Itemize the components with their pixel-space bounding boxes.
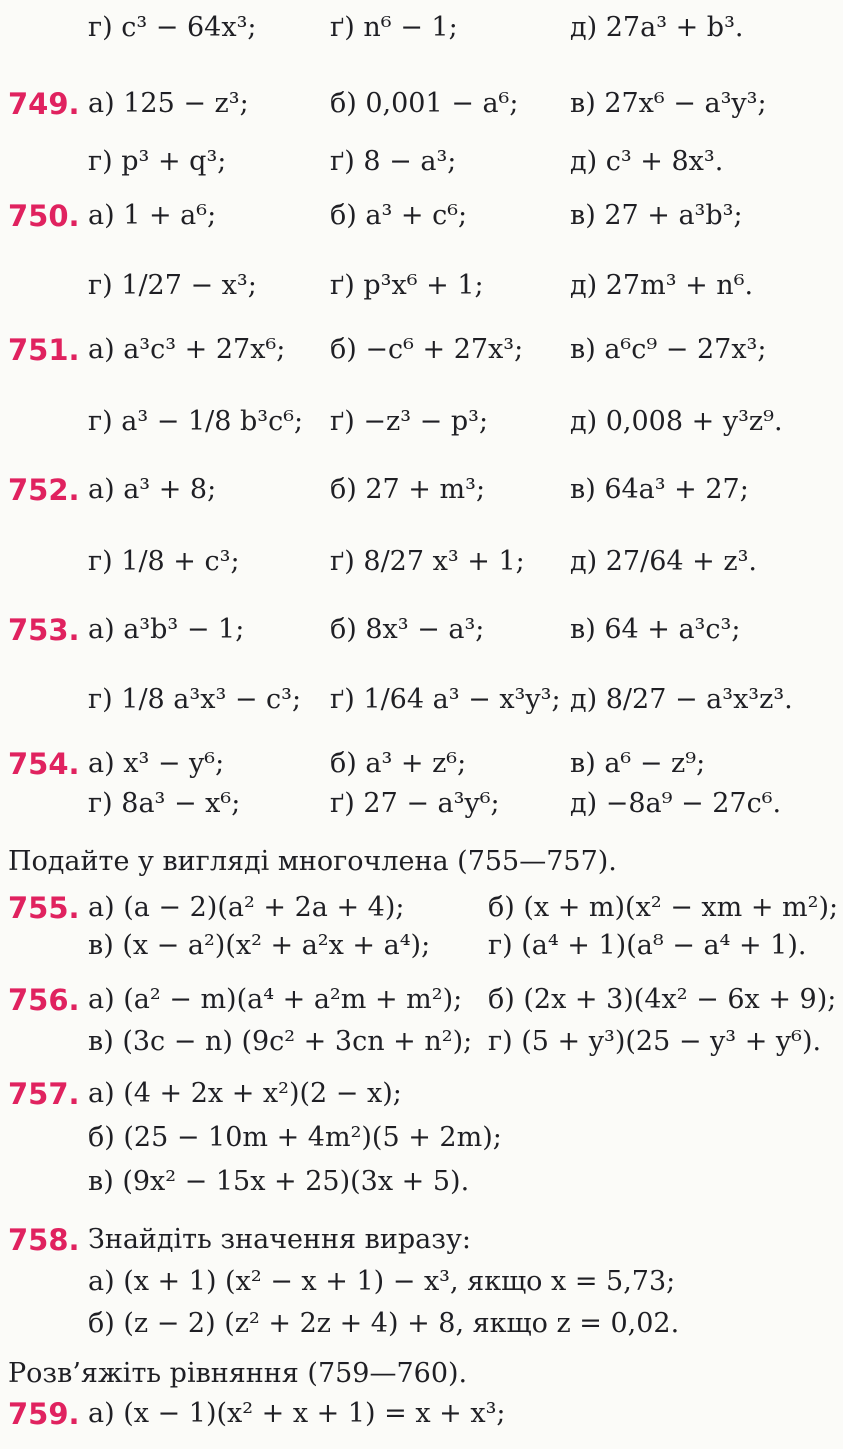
exercise-item: г) 8a³ − x⁶;	[88, 788, 241, 819]
item-b: б) (2x + 3)(4x² − 6x + 9);	[488, 984, 837, 1015]
item-g: г) (5 + y³)(25 − y³ + y⁶).	[488, 1026, 822, 1057]
heading-text: Подайте у вигляді многочлена (755—757).	[8, 846, 617, 877]
exercise-item: д) c³ + 8x³.	[570, 146, 724, 177]
exercise-item: ґ) −z³ − p³;	[330, 406, 489, 437]
item-a: а) (x − 1)(x² + x + 1) = x + x³;	[88, 1398, 506, 1429]
exercise-number: 756.	[8, 983, 80, 1017]
exercise-item: б) 8x³ − a³;	[330, 614, 485, 645]
exercise-item: б) a³ + c⁶;	[330, 200, 468, 231]
exercise-item: в) a⁶c⁹ − 27x³;	[570, 334, 767, 365]
exercise-item: б) a³ + z⁶;	[330, 748, 467, 779]
exercise-item: г) 1/27 − x³;	[88, 270, 257, 301]
exercise-number: 759.	[8, 1397, 80, 1431]
exercise-item: г) p³ + q³;	[88, 146, 227, 177]
exercise-item: г) c³ − 64x³;	[88, 12, 257, 43]
item-a: а) (4 + 2x + x²)(2 − x);	[88, 1078, 402, 1109]
exercise-item: в) 27x⁶ − a³y³;	[570, 88, 767, 119]
exercise-item: в) 27 + a³b³;	[570, 200, 743, 231]
exercise-item: б) 0,001 − a⁶;	[330, 88, 519, 119]
exercise-number: 755.	[8, 891, 80, 925]
exercise-item: ґ) 8 − a³;	[330, 146, 457, 177]
exercise-item: б) −c⁶ + 27x³;	[330, 334, 524, 365]
exercise-item: а) x³ − y⁶;	[88, 748, 225, 779]
exercise-item: д) 27m³ + n⁶.	[570, 270, 754, 301]
exercise-item: а) 1 + a⁶;	[88, 200, 217, 231]
exercise-item: г) 1/8 a³x³ − c³;	[88, 684, 302, 715]
exercise-item: а) a³ + 8;	[88, 474, 217, 505]
exercise-item: а) a³b³ − 1;	[88, 614, 245, 645]
item-b: б) (z − 2) (z² + 2z + 4) + 8, якщо z = 0,02.	[88, 1308, 680, 1339]
item-b: б) (25 − 10m + 4m²)(5 + 2m);	[88, 1122, 502, 1153]
exercise-item: г) a³ − 1/8 b³c⁶;	[88, 406, 304, 437]
exercise-item: д) 0,008 + y³z⁹.	[570, 406, 783, 437]
exercise-item: д) 27a³ + b³.	[570, 12, 744, 43]
exercise-item: д) −8a⁹ − 27c⁶.	[570, 788, 782, 819]
item-v: в) (3c − n) (9c² + 3cn + n²);	[88, 1026, 473, 1057]
heading-text: Розв’яжіть рівняння (759—760).	[8, 1358, 468, 1389]
item-v: в) (x − a²)(x² + a²x + a⁴);	[88, 930, 431, 961]
exercise-item: в) 64 + a³c³;	[570, 614, 741, 645]
exercise-item: а) 125 − z³;	[88, 88, 249, 119]
item-a: а) (x + 1) (x² − x + 1) − x³, якщо x = 5,73;	[88, 1266, 676, 1297]
exercise-number: 749.	[8, 87, 80, 121]
exercise-item: в) 64a³ + 27;	[570, 474, 749, 505]
item-a: а) (a² − m)(a⁴ + a²m + m²);	[88, 984, 463, 1015]
exercise-item: ґ) p³x⁶ + 1;	[330, 270, 484, 301]
exercise-item: д) 27/64 + z³.	[570, 546, 757, 577]
exercise-number: 751.	[8, 333, 80, 367]
exercise-number: 752.	[8, 473, 80, 507]
exercise-item: д) 8/27 − a³x³z³.	[570, 684, 793, 715]
exercise-item: б) 27 + m³;	[330, 474, 486, 505]
exercise-number: 754.	[8, 747, 80, 781]
exercise-number: 757.	[8, 1077, 80, 1111]
exercise-number: 750.	[8, 199, 80, 233]
exercise-item: г) 1/8 + c³;	[88, 546, 240, 577]
item-g: г) (a⁴ + 1)(a⁸ − a⁴ + 1).	[488, 930, 807, 961]
exercise-item: ґ) 27 − a³y⁶;	[330, 788, 500, 819]
exercise-item: ґ) n⁶ − 1;	[330, 12, 458, 43]
item-a: а) (a − 2)(a² + 2a + 4);	[88, 892, 405, 923]
exercise-number: 753.	[8, 613, 80, 647]
item-b: б) (x + m)(x² − xm + m²);	[488, 892, 839, 923]
exercise-prompt: Знайдіть значення виразу:	[88, 1224, 471, 1255]
item-v: в) (9x² − 15x + 25)(3x + 5).	[88, 1166, 470, 1197]
exercise-item: а) a³c³ + 27x⁶;	[88, 334, 286, 365]
exercise-item: в) a⁶ − z⁹;	[570, 748, 706, 779]
exercise-item: ґ) 8/27 x³ + 1;	[330, 546, 525, 577]
exercise-number: 758.	[8, 1223, 80, 1257]
exercise-item: ґ) 1/64 a³ − x³y³;	[330, 684, 561, 715]
